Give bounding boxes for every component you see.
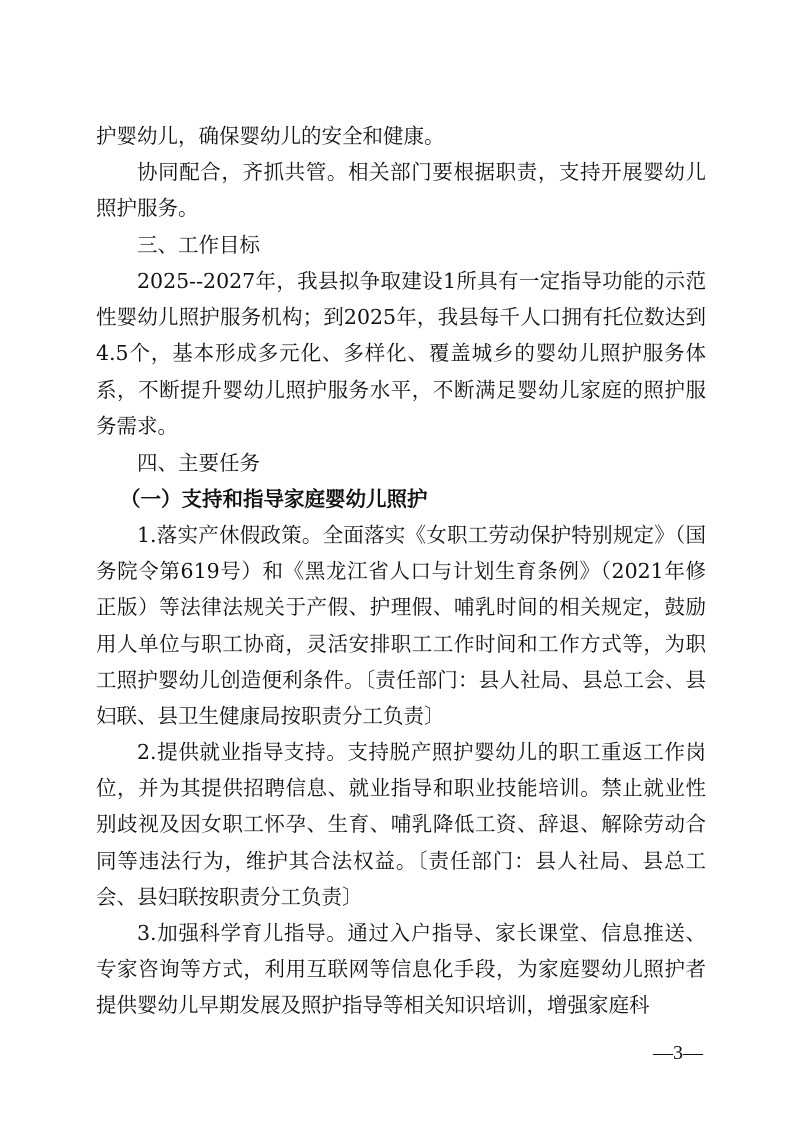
- page-number: —3—: [653, 1042, 703, 1064]
- task-item-employment: 2.提供就业指导支持。支持脱产照护婴幼儿的职工重返工作岗位，并为其提供招聘信息、就业指导和职业技能培训。禁止就业性别歧视及因女职工怀孕、生育、哺乳降低工资、辞退、解除劳动合同等违法行为，维护其合法权益。〔责任部门：县人社局、县总工会、县妇联按职责分工负责〕: [96, 740, 706, 909]
- paragraph-coordination: 协同配合，齐抓共管。相关部门要根据职责，支持开展婴幼儿照护服务。: [96, 160, 706, 221]
- subsection-heading-family-care: （一）支持和指导家庭婴幼儿照护: [120, 487, 428, 511]
- section-heading-goals: 三、工作目标: [137, 233, 260, 257]
- section-heading-tasks: 四、主要任务: [137, 451, 260, 475]
- task-item-parenting-guidance: 3.加强科学育儿指导。通过入户指导、家长课堂、信息推送、专家咨询等方式，利用互联网等信息化手段，为家庭婴幼儿照护者提供婴幼儿早期发展及照护指导等相关知识培训，增强家庭科: [96, 921, 706, 1018]
- paragraph-continuation: 护婴幼儿，确保婴幼儿的安全和健康。: [96, 124, 445, 148]
- paragraph-goals: 2025--2027年，我县拟争取建设1所具有一定指导功能的示范性婴幼儿照护服务机构；到2025年，我县每千人口拥有托位数达到4.5个，基本形成多元化、多样化、覆盖城乡的婴幼儿照护服务体系，不断提升婴幼儿照护服务水平，不断满足婴幼儿家庭的照护服务需求。: [96, 269, 706, 438]
- task-item-leave-policy: 1.落实产休假政策。全面落实《女职工劳动保护特别规定》（国务院令第619号）和《黑龙江省人口与计划生育条例》（2021年修正版）等法律法规关于产假、护理假、哺乳时间的相关规定，鼓励用人单位与职工协商，灵活安排职工工作时间和工作方式等，为职工照护婴幼儿创造便利条件。〔责任部门：县人社局、县总工会、县妇联、县卫生健康局按职责分工负责〕: [96, 523, 706, 729]
